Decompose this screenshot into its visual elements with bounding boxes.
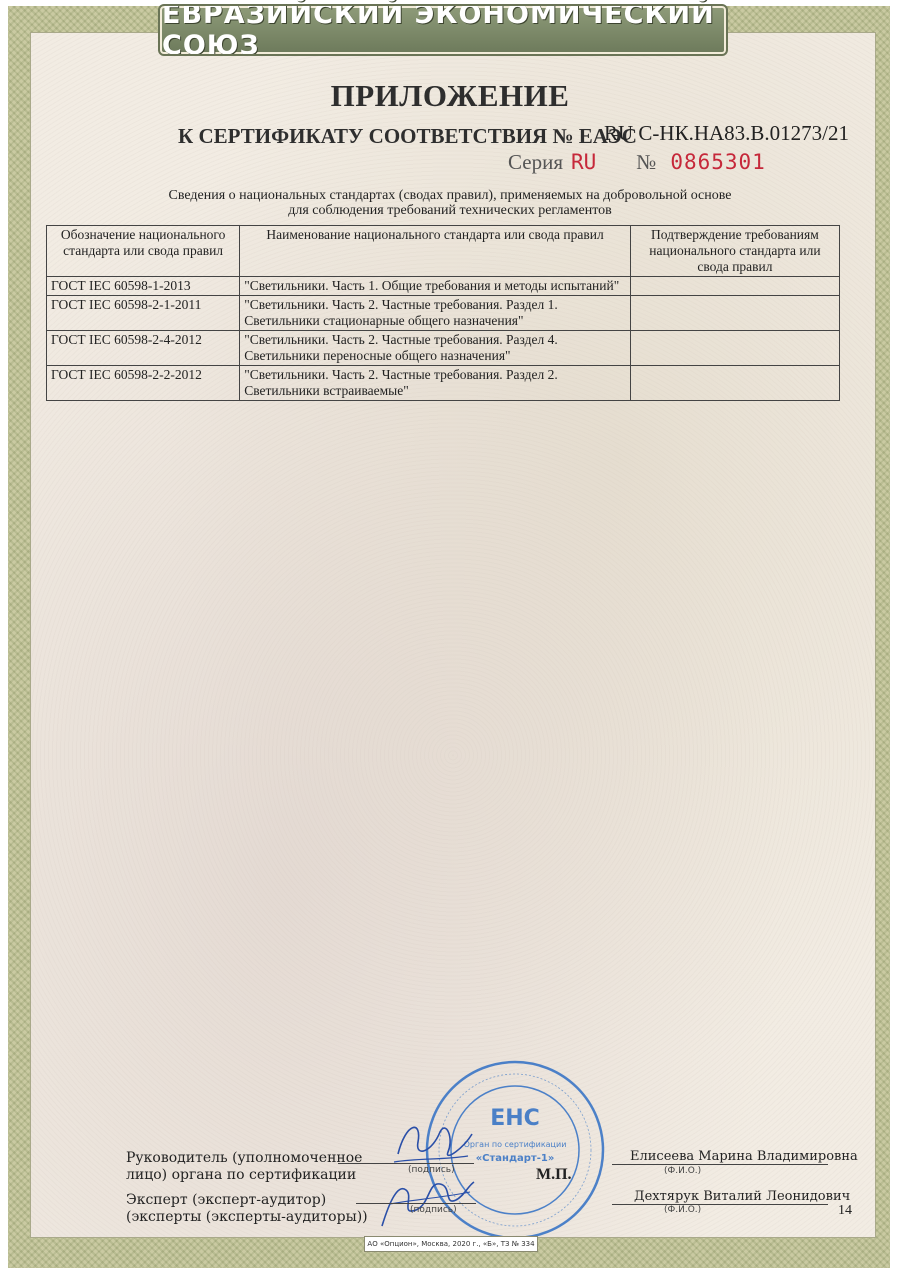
row-code: ГОСТ IEC 60598-2-1-2011 [47, 296, 240, 331]
page-number: 14 [838, 1203, 852, 1218]
expert-label-line-1: Эксперт (эксперт-аудитор) [126, 1192, 327, 1208]
head-label [126, 1150, 362, 1184]
certificate-subtitle: К СЕРТИФИКАТУ СООТВЕТСТВИЯ № ЕАЭС [178, 124, 637, 148]
table-row [47, 366, 840, 401]
row-confirmation [630, 366, 839, 401]
expert-label-line-2: (эксперты (эксперты-аудиторы)) [126, 1209, 368, 1225]
header-name: Наименование национального стандарта или свода правил [240, 226, 631, 277]
series-label: Серия [508, 150, 563, 174]
stamp-center-line-1: Орган по сертификации [463, 1140, 567, 1149]
row-code: ГОСТ IEC 60598-1-2013 [47, 277, 240, 296]
page-title: ПРИЛОЖЕНИЕ [330, 78, 570, 113]
expert-signature-line [356, 1203, 476, 1204]
head-name-caption: (Ф.И.О.) [664, 1166, 702, 1176]
stamp-center-line-2: «Стандарт-1» [475, 1153, 555, 1164]
eac-mark: ЕНС [490, 1106, 540, 1131]
row-code: ГОСТ IEC 60598-2-4-2012 [47, 331, 240, 366]
intro-line-1: Сведения о национальных стандартах (сводах правил), применяемых на добровольной основе [168, 188, 732, 203]
intro-line-2: для соблюдения требований технических регламентов [288, 203, 612, 218]
row-name: "Светильники. Часть 1. Общие требования и методы испытаний" [240, 277, 631, 296]
row-confirmation [630, 331, 839, 366]
head-label-line-2: лицо) органа по сертификации [126, 1167, 357, 1183]
intro-text [150, 188, 750, 218]
head-name: Елисеева Марина Владимировна [630, 1149, 858, 1164]
row-confirmation [630, 296, 839, 331]
certificate-number: RU С-НК.НА83.В.01273/21 [604, 121, 850, 145]
number-label: № [636, 150, 657, 174]
row-code: ГОСТ IEC 60598-2-2-2012 [47, 366, 240, 401]
expert-signature [370, 1170, 480, 1232]
row-confirmation [630, 277, 839, 296]
expert-label [126, 1192, 368, 1226]
table-row [47, 296, 840, 331]
series-row [508, 150, 766, 175]
header-code: Обозначение национального стандарта или свода правил [47, 226, 240, 277]
expert-sign-caption: (подпись) [410, 1205, 457, 1215]
blank-number: 0865301 [670, 150, 766, 174]
head-sign-caption: (подпись) [408, 1165, 455, 1175]
head-name-line [612, 1164, 828, 1165]
stamp-place-label: М.П. [536, 1166, 572, 1183]
table-row [47, 277, 840, 296]
row-name: "Светильники. Часть 2. Частные требования. Раздел 4. Светильники переносные общего назначения" [240, 331, 631, 366]
table-header-row [47, 226, 840, 277]
standards-table [46, 225, 840, 401]
head-signature-line [338, 1163, 474, 1164]
head-label-line-1: Руководитель (уполномоченное [126, 1150, 363, 1166]
series-value: RU [570, 150, 597, 174]
expert-name-line [612, 1204, 828, 1205]
row-name: "Светильники. Часть 2. Частные требования. Раздел 1. Светильники стационарные общего назначения" [240, 296, 631, 331]
header-confirmation: Подтверждение требованиям национального стандарта или свода правил [630, 226, 839, 277]
printer-footer: АО «Опцион», Москва, 2020 г., «Б», ТЗ № 334 [364, 1236, 538, 1252]
union-banner: ЕВРАЗИЙСКИЙ ЭКОНОМИЧЕСКИЙ СОЮЗ [160, 6, 726, 54]
row-name: "Светильники. Часть 2. Частные требования. Раздел 2. Светильники встраиваемые" [240, 366, 631, 401]
table-row [47, 331, 840, 366]
expert-name: Дехтярук Виталий Леонидович [634, 1189, 851, 1204]
expert-name-caption: (Ф.И.О.) [664, 1205, 702, 1215]
